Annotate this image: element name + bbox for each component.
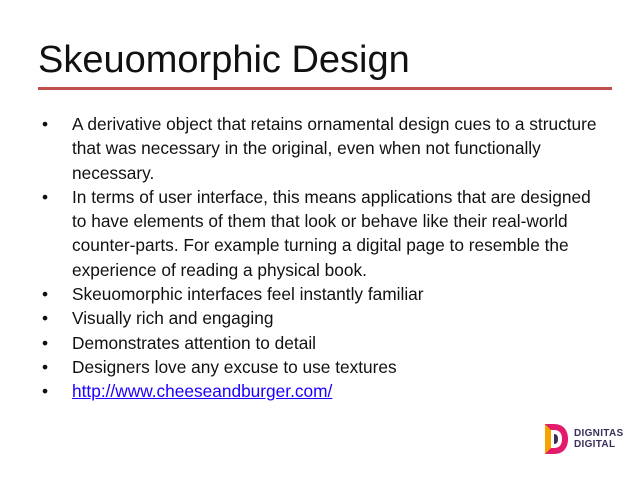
bullet-item-link [42, 379, 602, 403]
bullet-list [42, 112, 602, 404]
dignitas-logo-mark-icon [542, 422, 570, 456]
slide-title: Skeuomorphic Design [38, 39, 410, 81]
bullet-item [42, 355, 602, 379]
bullet-text: Demonstrates attention to detail [72, 332, 316, 353]
bullet-item [42, 185, 602, 282]
logo-line2: DIGITAL [574, 439, 616, 450]
bullet-dot: • [42, 284, 49, 305]
bullet-item [42, 112, 602, 185]
bullet-dot: • [42, 114, 49, 134]
bullet-text: Designers love any excuse to use textures [72, 356, 397, 377]
title-underline [38, 87, 612, 90]
bullet-dot: • [42, 332, 49, 353]
bullet-item [42, 331, 602, 355]
bullet-text: Visually rich and engaging [72, 308, 274, 329]
bullet-dot: • [42, 186, 49, 207]
bullet-text: In terms of user interface, this means applications that are designed to have elements of them that look or behave like their real-world counter-parts. For example turning a digital page to resemble the experience of reading a physical book. [72, 186, 591, 280]
bullet-dot: • [42, 308, 49, 329]
bullet-item [42, 282, 602, 306]
bullet-item [42, 306, 602, 330]
bullet-text: A derivative object that retains ornamental design cues to a structure that was necessary in the original, even when not functionally necessary. [72, 114, 597, 183]
bullet-text: Skeuomorphic interfaces feel instantly familiar [72, 284, 424, 305]
cheeseandburger-link[interactable]: http://www.cheeseandburger.com/ [72, 381, 333, 402]
bullet-dot: • [42, 381, 49, 402]
dignitas-digital-logo [542, 422, 623, 456]
bullet-dot: • [42, 356, 49, 377]
logo-line1: DIGNITAS [574, 428, 624, 439]
